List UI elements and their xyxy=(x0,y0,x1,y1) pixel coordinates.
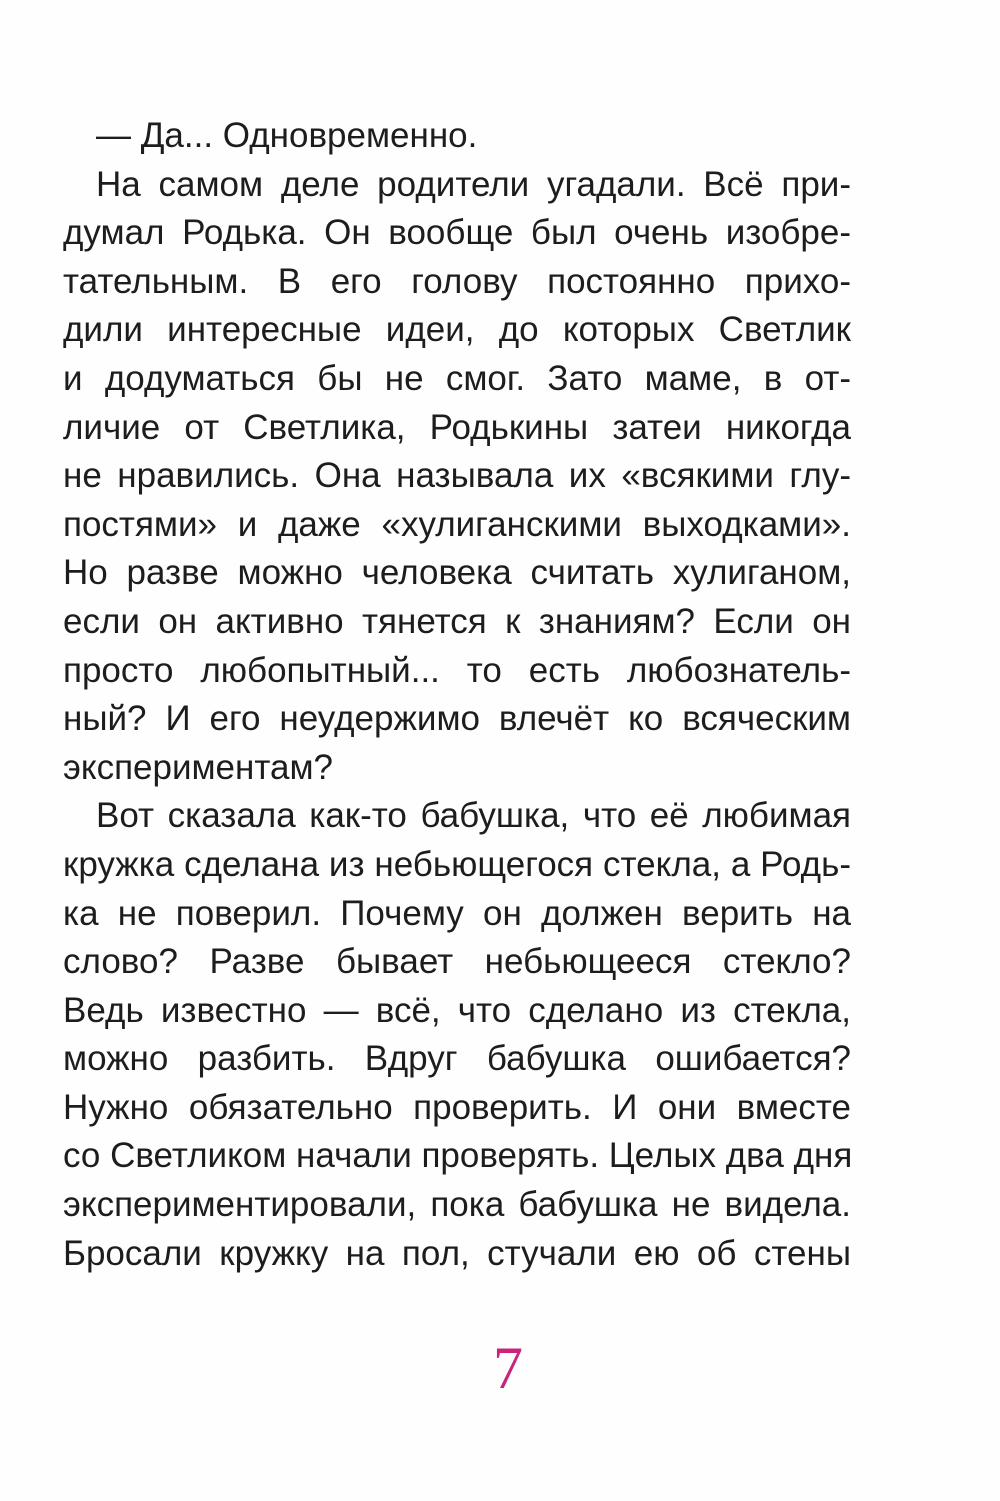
text-line: кружка сделана из небьющегося стекла, а Родь- xyxy=(63,844,851,884)
body-text xyxy=(63,112,851,1278)
text-line: постями» и даже «хулиганскими выходками». xyxy=(63,504,851,544)
text-line: личие от Светлика, Родькины затеи никогда xyxy=(63,407,851,447)
paragraph-2 xyxy=(63,161,851,793)
paragraph-1 xyxy=(63,112,851,161)
text-line: ный? И его неудержимо влечёт ко всяческим xyxy=(63,699,851,739)
text-line: можно разбить. Вдруг бабушка ошибается? xyxy=(63,1039,851,1079)
text-line: слово? Разве бывает небьющееся стекло? xyxy=(63,942,851,982)
text-line: дили интересные идеи, до которых Светлик xyxy=(63,310,851,350)
text-line: со Светликом начали проверять. Целых два дня xyxy=(63,1136,853,1176)
text-line: Ведь известно — всё, что сделано из стекла, xyxy=(63,990,851,1030)
text-line: Вот сказала как-то бабушка, что её любимая xyxy=(96,796,851,836)
text-line: Бросали кружку на пол, стучали ею об стены xyxy=(63,1233,851,1273)
text-line: не нравились. Она называла их «всякими глу- xyxy=(63,456,851,496)
text-line: экспериментировали, пока бабушка не видела. xyxy=(63,1185,851,1225)
text-line: ка не поверил. Почему он должен верить на xyxy=(63,893,851,933)
text-line: если он активно тянется к знаниям? Если он xyxy=(63,601,851,641)
page-number: 7 xyxy=(493,1335,523,1401)
text-line: экспериментам? xyxy=(63,747,333,787)
text-line: и додуматься бы не смог. Зато маме, в от- xyxy=(63,358,851,398)
text-line: Но разве можно человека считать хулиганом, xyxy=(63,553,851,593)
text-line: просто любопытный... то есть любознатель- xyxy=(63,650,851,690)
text-line: тательным. В его голову постоянно прихо- xyxy=(63,261,851,301)
text-line: думал Родька. Он вообще был очень изобре- xyxy=(63,213,851,253)
text-line: Нужно обязательно проверить. И они вместе xyxy=(63,1087,851,1127)
text-line: На самом деле родители угадали. Всё при- xyxy=(96,164,851,204)
paragraph-3 xyxy=(63,792,851,1278)
text-line: — Да... Одновременно. xyxy=(96,116,478,155)
